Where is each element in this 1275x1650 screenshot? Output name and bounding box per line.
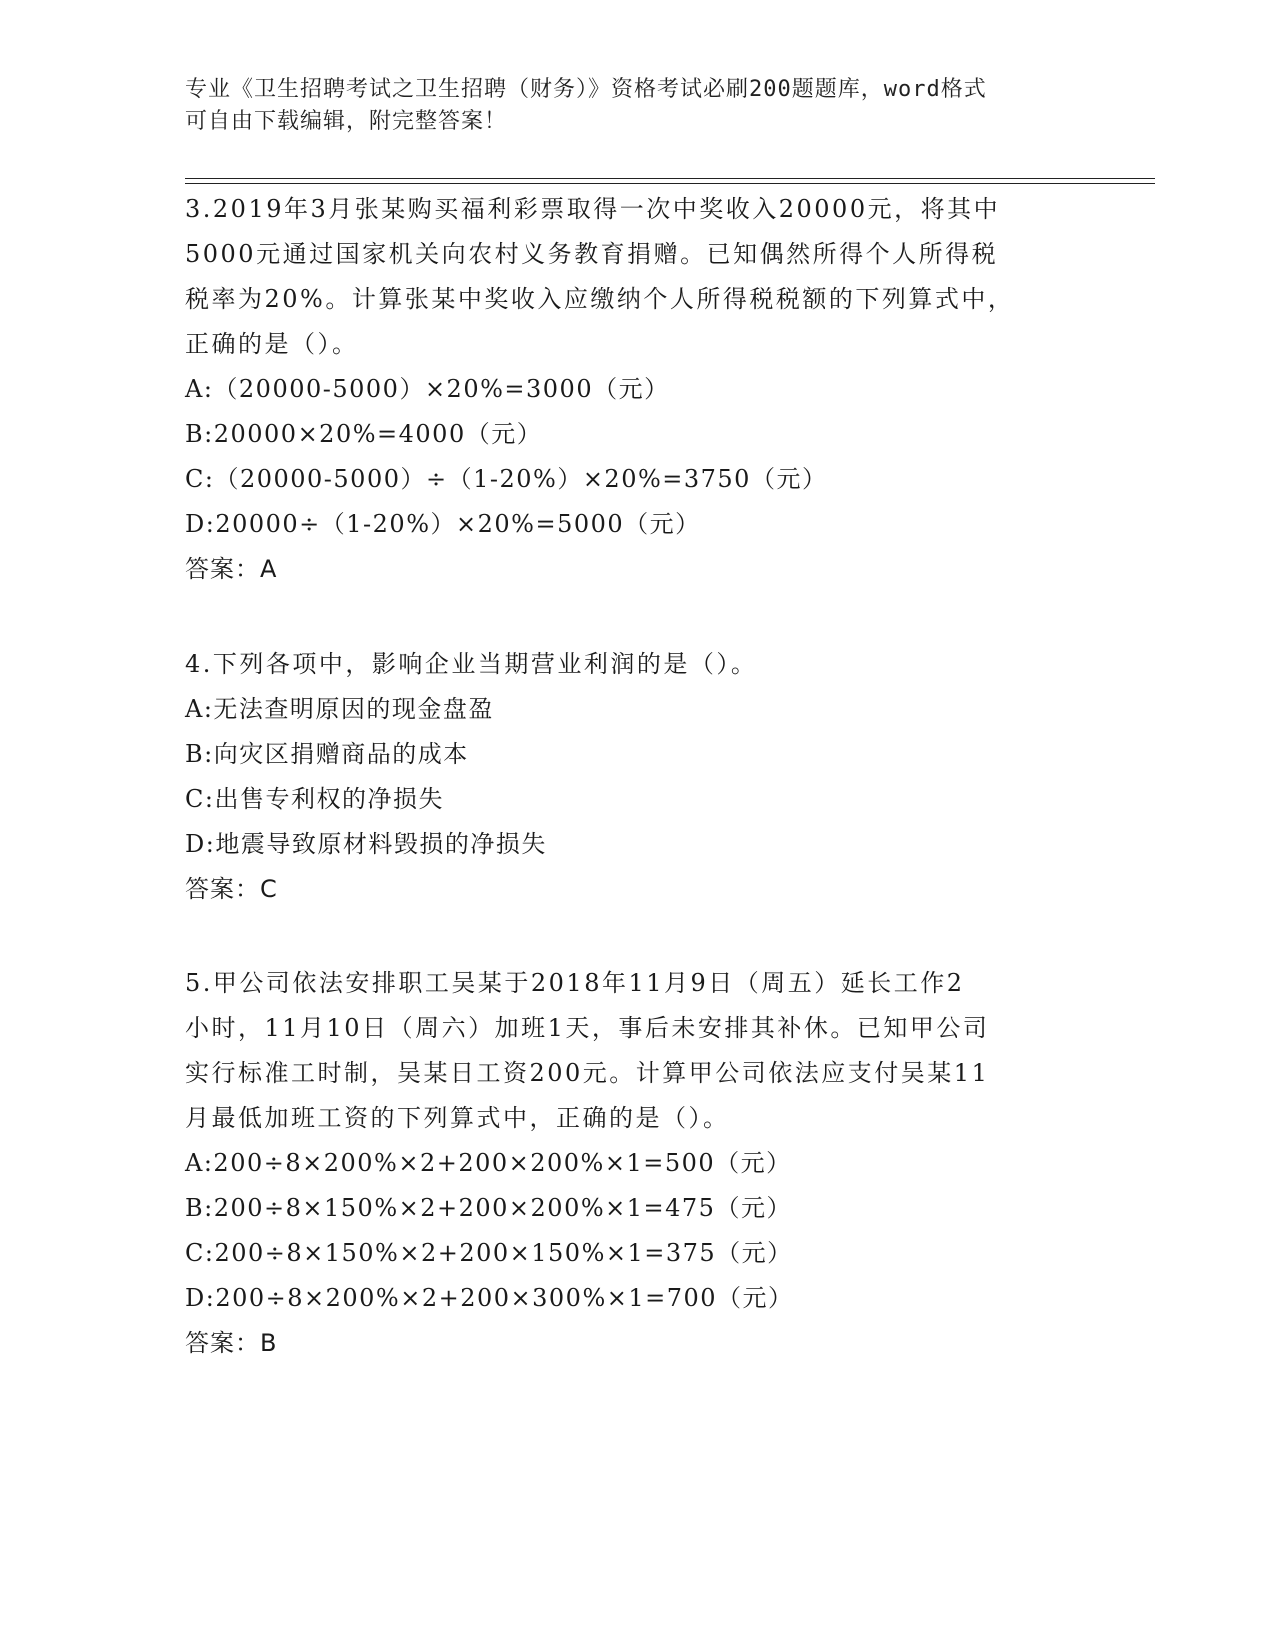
question-stem-line: 小时，11月10日（周六）加班1天，事后未安排其补休。已知甲公司 xyxy=(185,1014,990,1042)
option-d: D:20000÷（1-20%）×20%=5000（元） xyxy=(185,510,701,538)
option-a: A:（20000-5000）×20%=3000（元） xyxy=(185,375,670,403)
header-divider-bottom xyxy=(185,183,1155,184)
question-stem-line: 5.甲公司依法安排职工吴某于2018年11月9日（周五）延长工作2 xyxy=(185,969,965,997)
document-header xyxy=(185,74,1065,138)
question-stem-line: 实行标准工时制，吴某日工资200元。计算甲公司依法应支付吴某11 xyxy=(185,1059,990,1087)
option-a: A:无法查明原因的现金盘盈 xyxy=(185,695,494,723)
question-stem-line: 月最低加班工资的下列算式中，正确的是（）。 xyxy=(185,1104,730,1132)
header-divider-top xyxy=(185,178,1155,179)
option-c: C:出售专利权的净损失 xyxy=(185,785,444,813)
option-d: D:200÷8×200%×2+200×300%×1=700（元） xyxy=(185,1284,794,1312)
header-line-2: 可自由下载编辑，附完整答案！ xyxy=(185,109,508,134)
option-b: B:20000×20%=4000（元） xyxy=(185,420,543,448)
question-stem-line: 正确的是（）。 xyxy=(185,330,359,358)
question-4 xyxy=(185,642,1075,912)
header-line-1: 专业《卫生招聘考试之卫生招聘（财务）》资格考试必刷200题题库，word格式 xyxy=(185,77,987,102)
question-5 xyxy=(185,961,1075,1366)
option-c: C:（20000-5000）÷（1-20%）×20%=3750（元） xyxy=(185,465,828,493)
question-3 xyxy=(185,187,1075,592)
answer-line: 答案：B xyxy=(185,1329,278,1357)
question-stem-line: 税率为20%。计算张某中奖收入应缴纳个人所得税税额的下列算式中， xyxy=(185,285,1015,313)
option-b: B:向灾区捐赠商品的成本 xyxy=(185,740,469,768)
question-stem-line: 5000元通过国家机关向农村义务教育捐赠。已知偶然所得个人所得税 xyxy=(185,240,999,268)
question-stem-line: 3.2019年3月张某购买福利彩票取得一次中奖收入20000元，将其中 xyxy=(185,195,1001,223)
answer-line: 答案：C xyxy=(185,875,278,903)
question-stem-line: 4.下列各项中，影响企业当期营业利润的是（）。 xyxy=(185,650,758,678)
option-c: C:200÷8×150%×2+200×150%×1=375（元） xyxy=(185,1239,793,1267)
option-a: A:200÷8×200%×2+200×200%×1=500（元） xyxy=(185,1149,792,1177)
answer-line: 答案：A xyxy=(185,555,278,583)
option-b: B:200÷8×150%×2+200×200%×1=475（元） xyxy=(185,1194,792,1222)
option-d: D:地震导致原材料毁损的净损失 xyxy=(185,830,547,858)
